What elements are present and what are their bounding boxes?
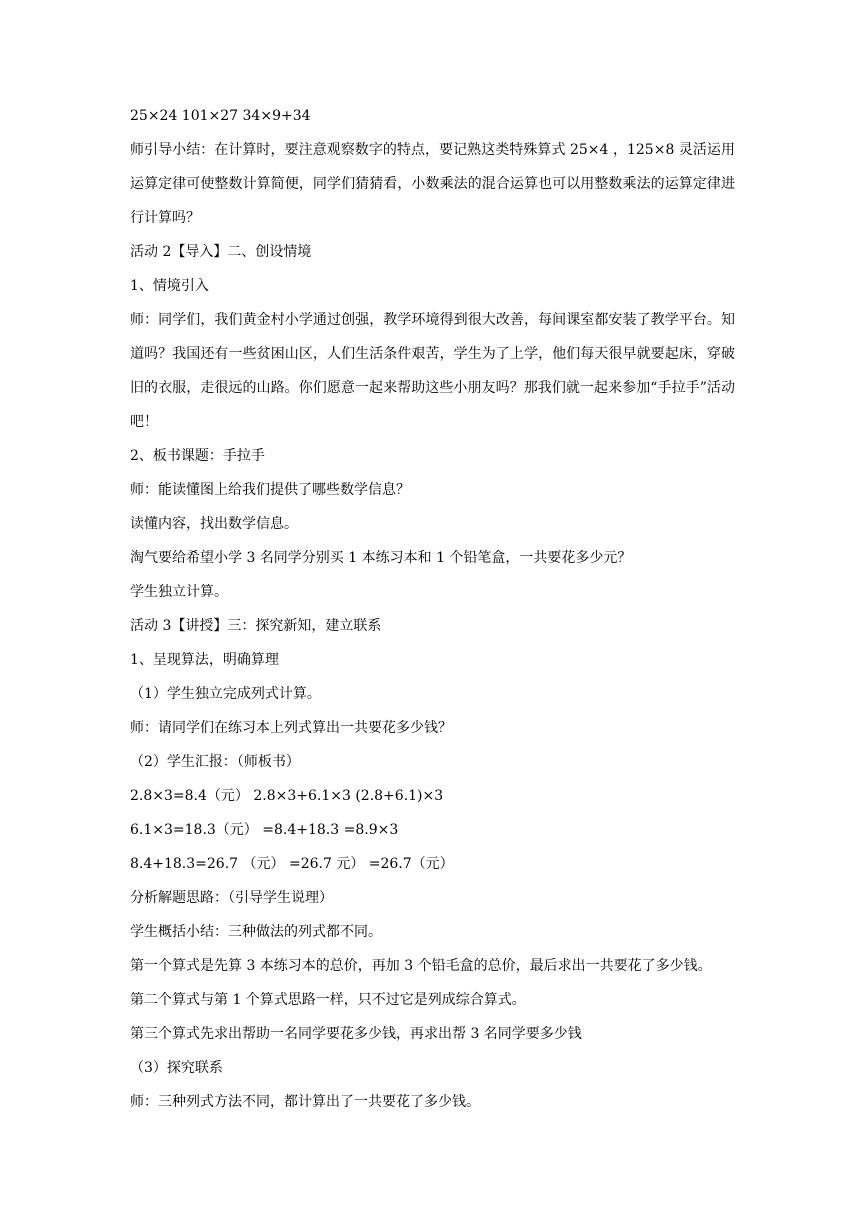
activity-3-heading: 活动 3【讲授】三：探究新知，建立联系	[130, 618, 382, 634]
teacher-story-paragraph: 师：同学们，我们黄金村小学通过创强，教学环境得到很大改善，每间课室都安装了教学平台。知道吗？我国还有一些贫困山区，人们生活条件艰苦，学生为了上学，他们每天很早就要起床，穿破旧的衣服，走很远的山路。你们愿意一起来帮助这些小朋友吗？那我们就一起来参加“手拉手”活动吧！	[130, 312, 735, 430]
student-independent-calc: 学生独立计算。	[130, 584, 228, 600]
section-situation-intro: 1、情境引入	[130, 278, 209, 294]
teacher-conclusion-line: 师：三种列式方法不同，都计算出了一共要花了多少钱。	[130, 1094, 480, 1110]
exercise-expressions: 25×24 101×27 34×9+34	[130, 108, 311, 124]
third-method-line: 第三个算式先求出帮助一名同学要花多少钱，再求出帮 3 名同学要多少钱	[130, 1026, 582, 1042]
teacher-instruction-line: 师：请同学们在练习本上列式算出一共要花多少钱？	[130, 720, 452, 736]
step-2-line: （2）学生汇报：（师板书）	[130, 754, 300, 770]
document-page	[130, 106, 735, 1126]
section-board-title: 2、板书课题：手拉手	[130, 448, 265, 464]
summary-line: 学生概括小结：三种做法的列式都不同。	[130, 924, 382, 940]
problem-statement: 淘气要给希望小学 3 名同学分别买 1 本练习本和 1 个铅笔盒，一共要花多少元？	[130, 550, 632, 566]
activity-2-heading: 活动 2【导入】二、创设情境	[130, 244, 312, 260]
calc-row-3: 8.4+18.3=26.7 （元） =26.7 元） =26.7（元）	[130, 856, 454, 872]
section-present-methods: 1、呈现算法，明确算理	[130, 652, 279, 668]
analysis-line: 分析解题思路：（引导学生说理）	[130, 890, 333, 906]
calc-row-1: 2.8×3=8.4（元） 2.8×3+6.1×3 (2.8+6.1)×3	[130, 788, 444, 804]
teacher-summary-paragraph: 师引导小结：在计算时，要注意观察数字的特点，要记熟这类特殊算式 25×4 ，125×8 灵活运用运算定律可使整数计算简便，同学们猜猜看，小数乘法的混合运算也可以用整数乘法的运算定律进行计算吗？	[130, 142, 735, 226]
second-method-line: 第二个算式与第 1 个算式思路一样，只不过它是列成综合算式。	[130, 992, 526, 1008]
step-1-line: （1）学生独立完成列式计算。	[130, 686, 321, 702]
teacher-question-info: 师：能读懂图上给我们提供了哪些数学信息？	[130, 482, 410, 498]
read-content-line: 读懂内容，找出数学信息。	[130, 516, 298, 532]
step-3-line: （3）探究联系	[130, 1060, 223, 1076]
calc-row-2: 6.1×3=18.3（元） =8.4+18.3 =8.9×3	[130, 822, 399, 838]
first-method-line: 第一个算式是先算 3 本练习本的总价，再加 3 个铅毛盒的总价，最后求出一共要花了多少钱。	[130, 958, 712, 974]
